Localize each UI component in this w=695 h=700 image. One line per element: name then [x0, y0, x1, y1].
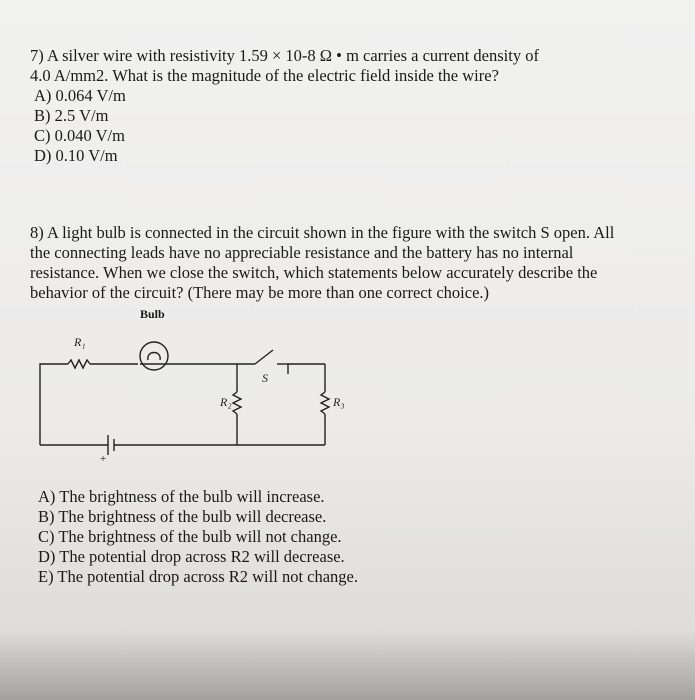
q7-option-a: A) 0.064 V/m: [34, 86, 126, 105]
q7-option-b: B) 2.5 V/m: [34, 106, 109, 125]
question-8-line-3: resistance. When we close the switch, which statements below accurately describe the: [30, 263, 598, 282]
question-8-line-4: behavior of the circuit? (There may be more than one correct choice.): [30, 283, 490, 302]
question-8-options: [38, 487, 358, 587]
resistor-r3-icon: [321, 392, 329, 414]
photo-shadow: [0, 630, 695, 700]
r2-label: R₂: [220, 395, 232, 409]
resistor-r1-icon: [68, 360, 90, 368]
q7-option-c: C) 0.040 V/m: [34, 126, 125, 145]
switch-label: S: [262, 371, 268, 385]
battery-plus: +: [100, 453, 107, 465]
question-7-line-2: 4.0 A/mm2. What is the magnitude of the electric field inside the wire?: [30, 66, 499, 85]
question-7-line-1: 7) A silver wire with resistivity 1.59 × 10-8 Ω • m carries a current density of: [30, 46, 539, 65]
question-8-line-2: the connecting leads have no appreciable resistance and the battery has no internal: [30, 243, 574, 262]
q8-option-a: A) The brightness of the bulb will increase.: [38, 487, 325, 506]
switch-icon: [255, 350, 273, 364]
question-8: [30, 223, 670, 303]
q8-option-b: B) The brightness of the bulb will decrease.: [38, 507, 327, 526]
circuit-diagram: [30, 320, 360, 470]
bulb-icon: [140, 342, 168, 370]
question-7-options: [34, 86, 670, 166]
q7-option-d: D) 0.10 V/m: [34, 146, 118, 165]
bulb-label: Bulb: [140, 307, 165, 321]
resistor-r2-icon: [233, 392, 241, 414]
r3-label: R₃: [333, 395, 345, 409]
q8-option-e: E) The potential drop across R2 will not change.: [38, 567, 358, 586]
wire-top-left: [40, 364, 68, 366]
q8-option-d: D) The potential drop across R2 will decrease.: [38, 547, 345, 566]
question-8-line-1: 8) A light bulb is connected in the circuit shown in the figure with the switch S open. All: [30, 223, 615, 242]
question-7: [30, 46, 670, 166]
r1-label: R₁: [74, 335, 86, 349]
q8-option-c: C) The brightness of the bulb will not change.: [38, 527, 342, 546]
